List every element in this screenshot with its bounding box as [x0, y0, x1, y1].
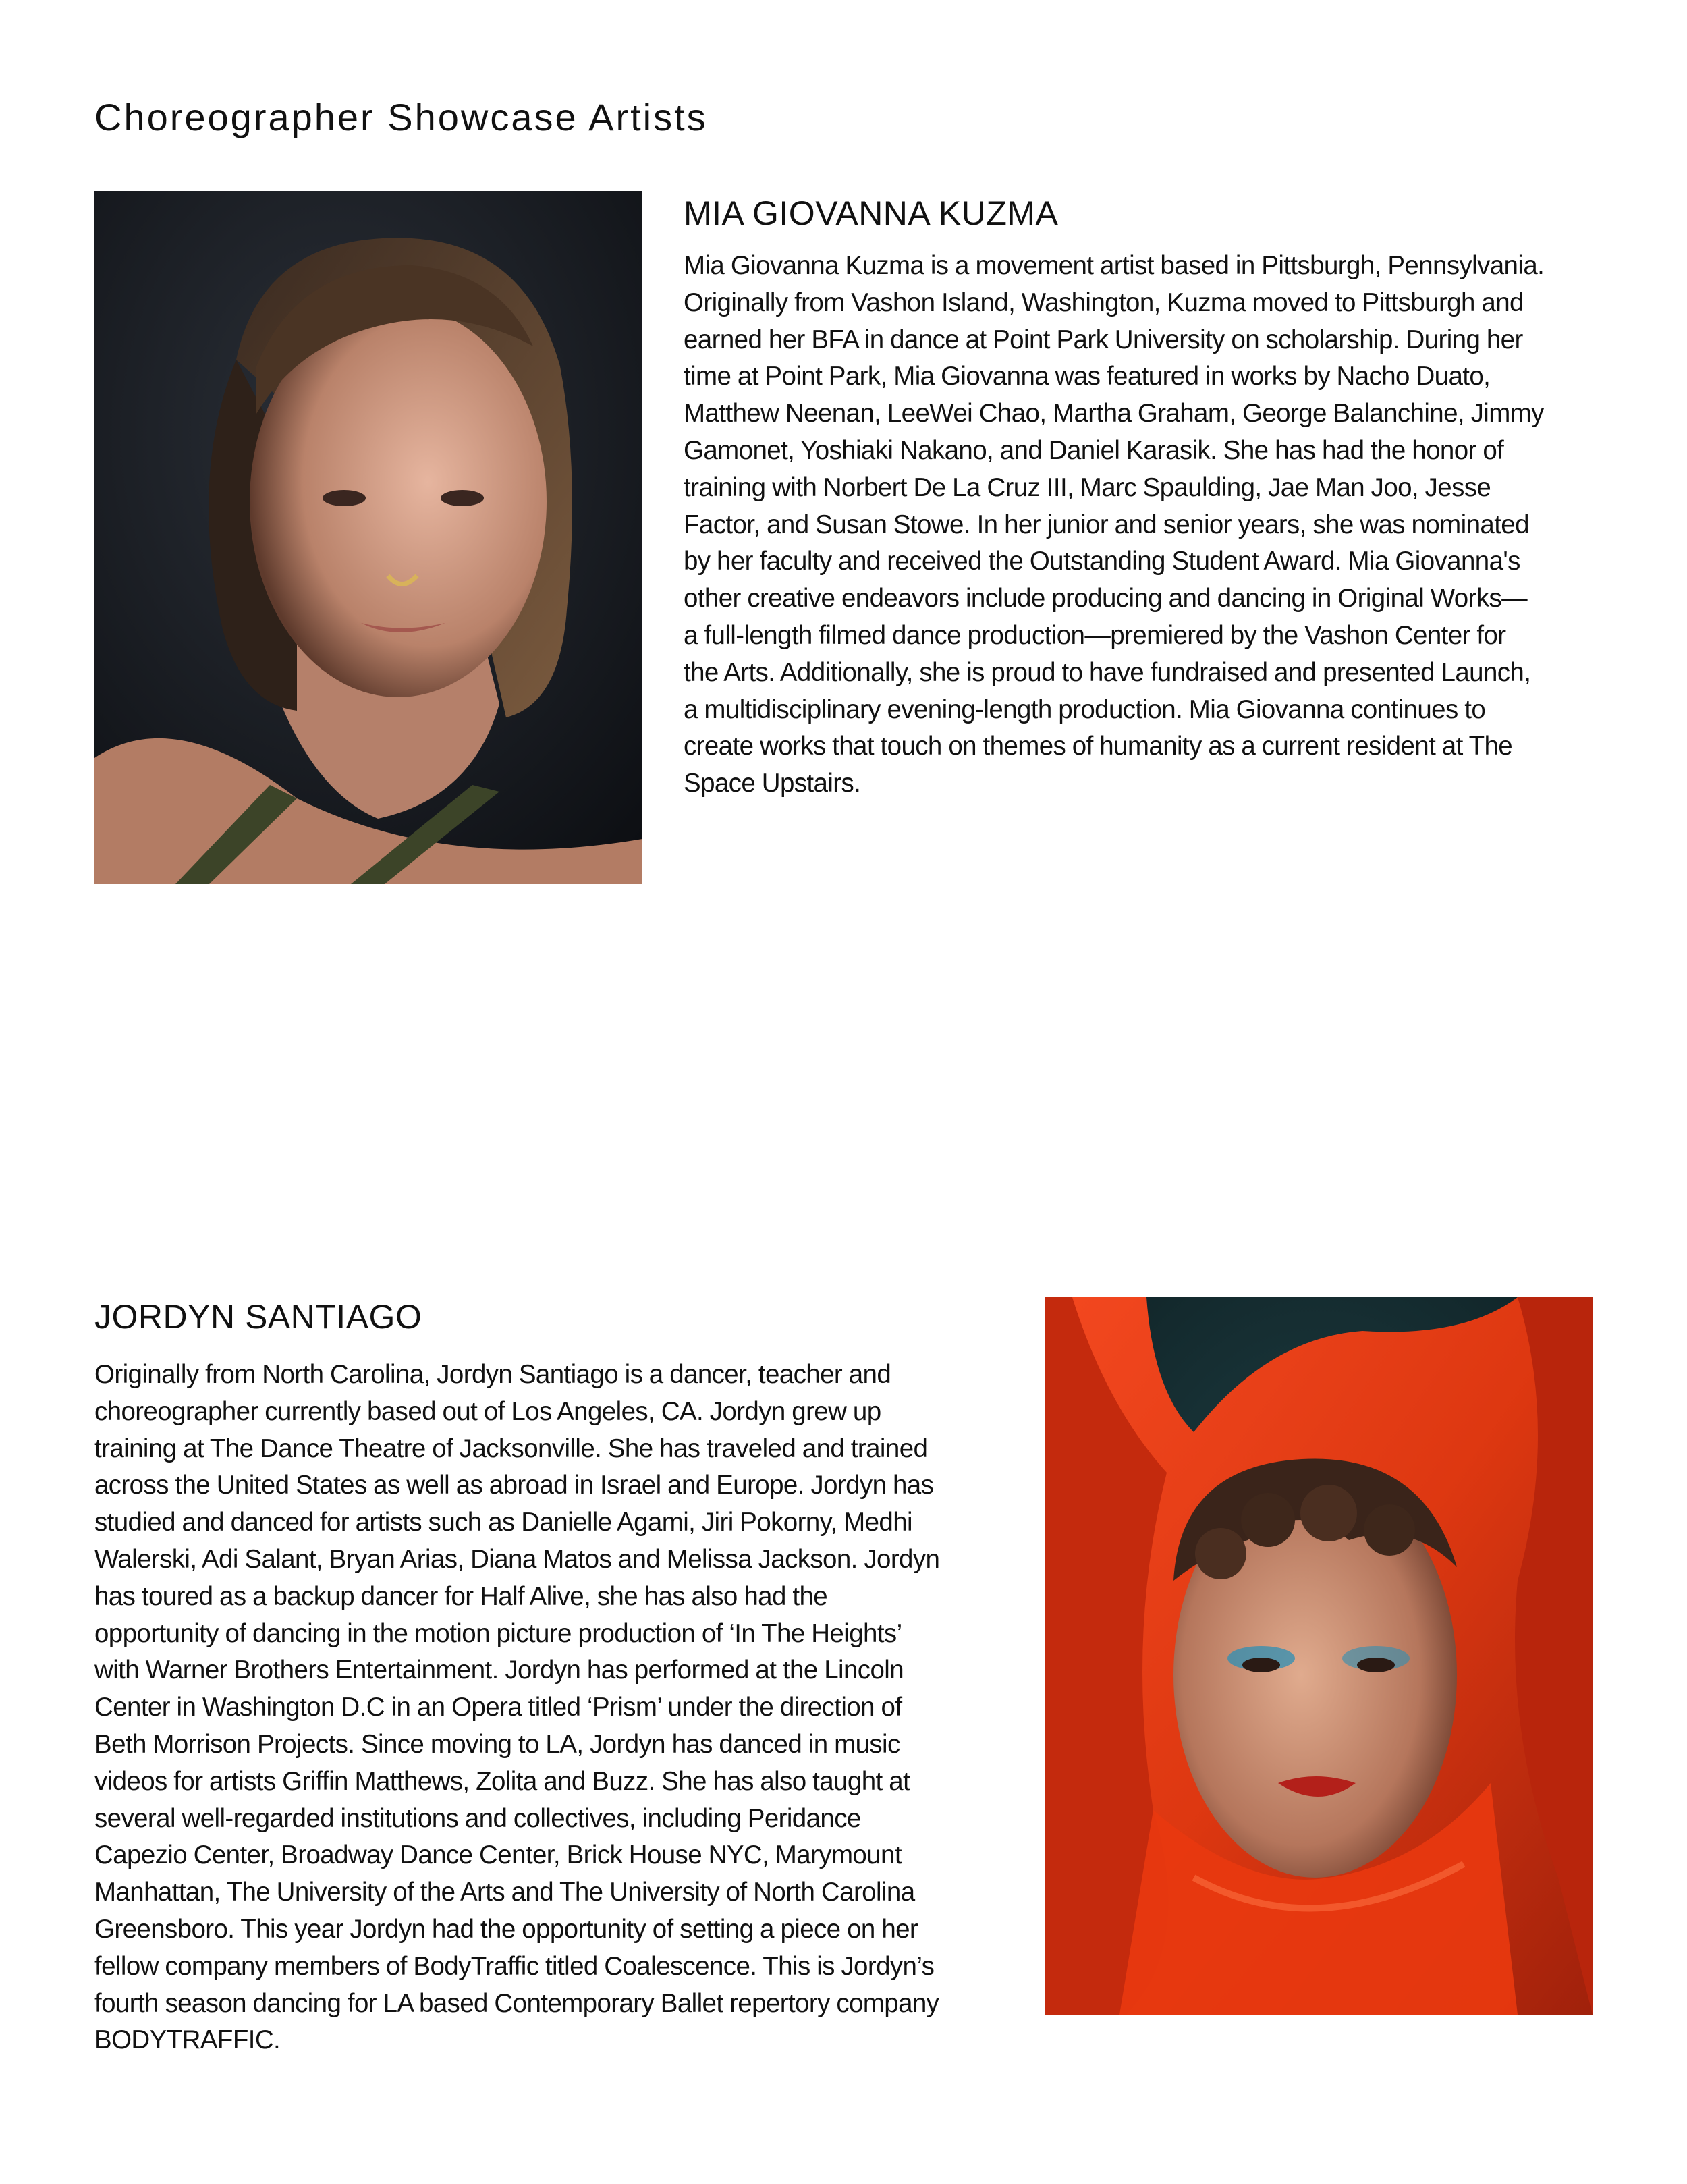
bio-line: studied and danced for artists such as Danielle Agami, Jiri Pokorny, Medhi	[94, 1508, 912, 1537]
artist-bio	[684, 248, 1601, 802]
page-title: Choreographer Showcase Artists	[94, 96, 708, 138]
bio-line: opportunity of dancing in the motion picture production of ‘In The Heights’	[94, 1618, 902, 1648]
bio-line: several well-regarded institutions and collectives, including Peridance	[94, 1803, 861, 1833]
bio-line: fourth season dancing for LA based Contemporary Ballet repertory company	[94, 1988, 939, 2018]
bio-line: Factor, and Susan Stowe. In her junior and senior years, she was nominated	[684, 510, 1529, 539]
bio-line: training with Norbert De La Cruz III, Marc Spaulding, Jae Man Joo, Jesse	[684, 472, 1491, 502]
artist-photo-mia-giovanna-kuzma	[94, 191, 642, 884]
bio-line: Matthew Neenan, LeeWei Chao, Martha Graham, George Balanchine, Jimmy	[684, 399, 1544, 429]
bio-line: Capezio Center, Broadway Dance Center, Brick House NYC, Marymount	[94, 1840, 902, 1870]
bio-line: Originally from North Carolina, Jordyn Santiago is a dancer, teacher and	[94, 1360, 891, 1389]
bio-line: Manhattan, The University of the Arts and The University of North Carolina	[94, 1878, 915, 1907]
bio-line: the Arts. Additionally, she is proud to have fundraised and presented Launch,	[684, 657, 1531, 687]
bio-line: Beth Morrison Projects. Since moving to LA, Jordyn has danced in music	[94, 1729, 900, 1759]
bio-line: with Warner Brothers Entertainment. Jordyn has performed at the Lincoln	[94, 1656, 904, 1685]
bio-line: Mia Giovanna Kuzma is a movement artist based in Pittsburgh, Pennsylvania.	[684, 251, 1545, 280]
bio-line: by her faculty and received the Outstanding Student Award. Mia Giovanna's	[684, 547, 1520, 576]
bio-line: fellow company members of BodyTraffic titled Coalescence. This is Jordyn’s	[94, 1951, 935, 1981]
bio-line: time at Point Park, Mia Giovanna was featured in works by Nacho Duato,	[684, 362, 1491, 391]
bio-line: across the United States as well as abroad in Israel and Europe. Jordyn has	[94, 1471, 934, 1500]
bio-line: Gamonet, Yoshiaki Nakano, and Daniel Karasik. She has had the honor of	[684, 435, 1504, 465]
bio-line: Center in Washington D.C in an Opera titled ‘Prism’ under the direction of	[94, 1693, 902, 1722]
bio-line: other creative endeavors include producing and dancing in Original Works—	[684, 584, 1528, 613]
bio-line: Greensboro. This year Jordyn had the opportunity of setting a piece on her	[94, 1914, 918, 1944]
artist-bio	[94, 1357, 1012, 2059]
bio-line: Originally from Vashon Island, Washington, Kuzma moved to Pittsburgh and	[684, 288, 1524, 317]
bio-line: Space Upstairs.	[684, 769, 861, 798]
bio-line: Walerski, Adi Salant, Bryan Arias, Diana Matos and Melissa Jackson. Jordyn	[94, 1544, 940, 1574]
artist-photo-jordyn-santiago	[1045, 1297, 1593, 2015]
bio-line: has toured as a backup dancer for Half Alive, she has also had the	[94, 1581, 828, 1611]
bio-line: a full-length filmed dance production—premiered by the Vashon Center for	[684, 620, 1506, 650]
bio-line: training at The Dance Theatre of Jacksonville. She has traveled and trained	[94, 1434, 928, 1463]
bio-line: create works that touch on themes of humanity as a current resident at The	[684, 732, 1513, 761]
bio-line: BODYTRAFFIC.	[94, 2025, 281, 2055]
bio-line: choreographer currently based out of Los Angeles, CA. Jordyn grew up	[94, 1396, 881, 1426]
artist-name: JORDYN SANTIAGO	[94, 1298, 422, 1336]
bio-line: a multidisciplinary evening-length production. Mia Giovanna continues to	[684, 694, 1486, 724]
bio-line: videos for artists Griffin Matthews, Zolita and Buzz. She has also taught at	[94, 1766, 910, 1796]
bio-line: earned her BFA in dance at Point Park University on scholarship. During her	[684, 325, 1523, 354]
artist-name: MIA GIOVANNA KUZMA	[684, 194, 1059, 232]
